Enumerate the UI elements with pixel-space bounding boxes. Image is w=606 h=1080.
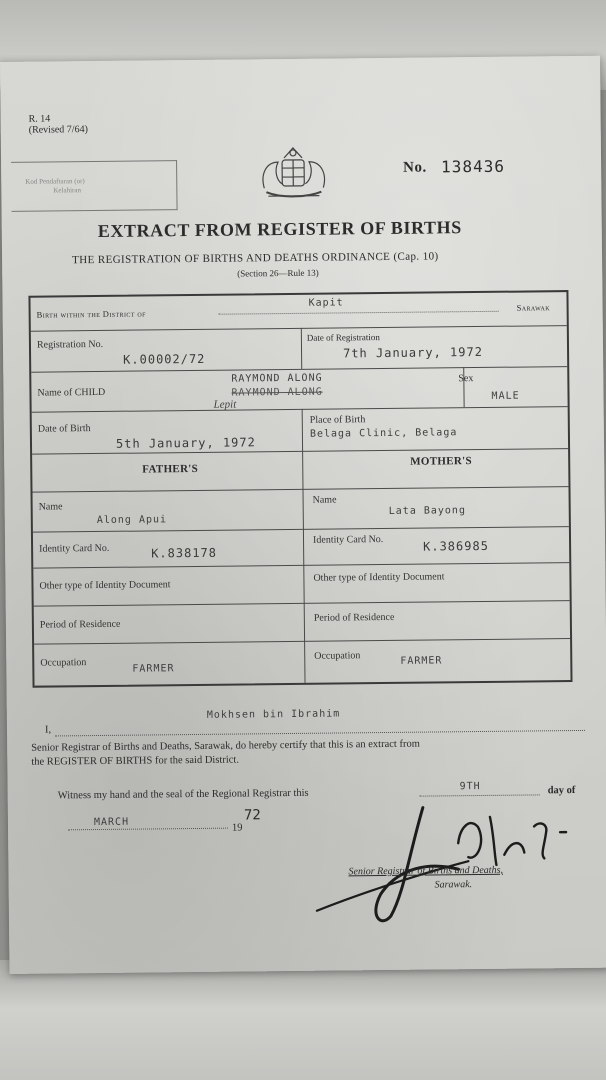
- child-name-value: RAYMOND ALONG: [231, 372, 323, 385]
- place-of-birth-label: Place of Birth: [309, 414, 366, 426]
- mother-heading: MOTHER'S: [410, 455, 472, 468]
- father-other-id-label: Other type of Identity Document: [39, 579, 171, 592]
- district-value: Kapit: [308, 297, 344, 309]
- certify-line1: Senior Registrar of Births and Deaths, Sarawak, do hereby certify that this is an extract from: [31, 738, 420, 754]
- sex-value: MALE: [491, 390, 520, 402]
- month-value: MARCH: [93, 816, 130, 829]
- form-ref-line2: (Revised 7/64): [28, 124, 88, 136]
- row-divider: [31, 366, 567, 373]
- birth-record-table: [28, 290, 572, 688]
- mother-other-id-label: Other type of Identity Document: [313, 571, 445, 584]
- date-of-registration-value: 7th January, 1972: [342, 344, 483, 361]
- registrar-name-dotted-line: [55, 730, 585, 737]
- form-ref-line1: R. 14: [28, 113, 51, 125]
- child-name-handwritten-annotation: Lepit: [213, 398, 237, 411]
- stamp-line1: Kod Pendaftaran (or): [25, 177, 85, 186]
- stamp-line2: Kelahiran: [53, 186, 81, 195]
- father-name-value: Along Apui: [96, 514, 168, 527]
- photo-background-bottom: [0, 960, 606, 1080]
- row-divider: [32, 448, 568, 455]
- registration-no-label: Registration No.: [36, 338, 104, 351]
- month-dotted-line: [68, 828, 228, 831]
- father-occupation-label: Occupation: [40, 657, 87, 669]
- father-ic-label: Identity Card No.: [39, 542, 110, 555]
- date-of-registration-label: Date of Registration: [306, 332, 380, 343]
- coat-of-arms-emblem-icon: [256, 144, 332, 203]
- father-ic-value: K.838178: [151, 545, 218, 561]
- year-prefix: 19: [231, 822, 243, 834]
- mother-residence-label: Period of Residence: [313, 611, 395, 624]
- father-occupation-value: FARMER: [132, 663, 175, 675]
- child-name-label: Name of CHILD: [37, 386, 106, 399]
- place-of-birth-value: Belaga Clinic, Belaga: [309, 427, 458, 440]
- registrar-name: Mokhsen bin Ibrahim: [206, 708, 341, 721]
- date-of-birth-label: Date of Birth: [37, 423, 91, 435]
- row-divider: [34, 600, 570, 607]
- district-dotted-line: [219, 311, 499, 315]
- row-divider: [33, 486, 569, 493]
- row-divider: [34, 638, 570, 645]
- witness-text: Witness my hand and the seal of the Regional Registrar this: [57, 787, 309, 802]
- registrar-signature: [308, 796, 589, 929]
- father-name-label: Name: [38, 501, 63, 513]
- row-divider: [31, 325, 567, 332]
- section-reference: (Section 26—Rule 13): [237, 267, 319, 279]
- serial-number-label: No.: [403, 159, 427, 176]
- form-reference: [29, 113, 88, 136]
- i-label: I,: [44, 724, 52, 736]
- sex-label: Sex: [458, 373, 474, 385]
- signatory-state: Sarawak.: [434, 879, 473, 891]
- serial-number-value: 138436: [441, 156, 506, 177]
- ordinance-subtitle: THE REGISTRATION OF BIRTHS AND DEATHS ORDINANCE (Cap. 10): [72, 250, 439, 267]
- day-value: 9TH: [459, 781, 481, 793]
- faded-stamp-text: [25, 177, 85, 196]
- signatory-title: Senior Registrar of Births and Deaths,: [348, 864, 504, 878]
- district-label: Birth within the District of: [36, 308, 146, 320]
- row-divider: [32, 406, 568, 413]
- date-of-birth-value: 5th January, 1972: [115, 435, 256, 451]
- mother-occupation-label: Occupation: [314, 650, 361, 662]
- registration-no-value: K.00002/72: [123, 351, 206, 367]
- mother-occupation-value: FARMER: [400, 655, 443, 667]
- row-divider: [33, 562, 569, 569]
- father-residence-label: Period of Residence: [39, 618, 121, 631]
- mother-ic-value: K.386985: [423, 538, 489, 554]
- birth-certificate-document: [0, 56, 606, 974]
- mother-name-label: Name: [312, 494, 337, 506]
- day-of-label: day of: [547, 785, 576, 797]
- row-divider: [33, 526, 569, 533]
- certify-line2: the REGISTER OF BIRTHS for the said District.: [31, 754, 239, 768]
- document-title: EXTRACT FROM REGISTER OF BIRTHS: [97, 217, 462, 241]
- state-label: Sarawak: [516, 302, 551, 313]
- father-heading: FATHER'S: [142, 462, 199, 476]
- mother-name-value: Lata Bayong: [388, 505, 467, 517]
- mother-ic-label: Identity Card No.: [312, 534, 384, 546]
- column-divider: [301, 328, 302, 369]
- child-name-struck: RAYMOND ALONG: [231, 386, 323, 399]
- year-value: 72: [243, 807, 261, 824]
